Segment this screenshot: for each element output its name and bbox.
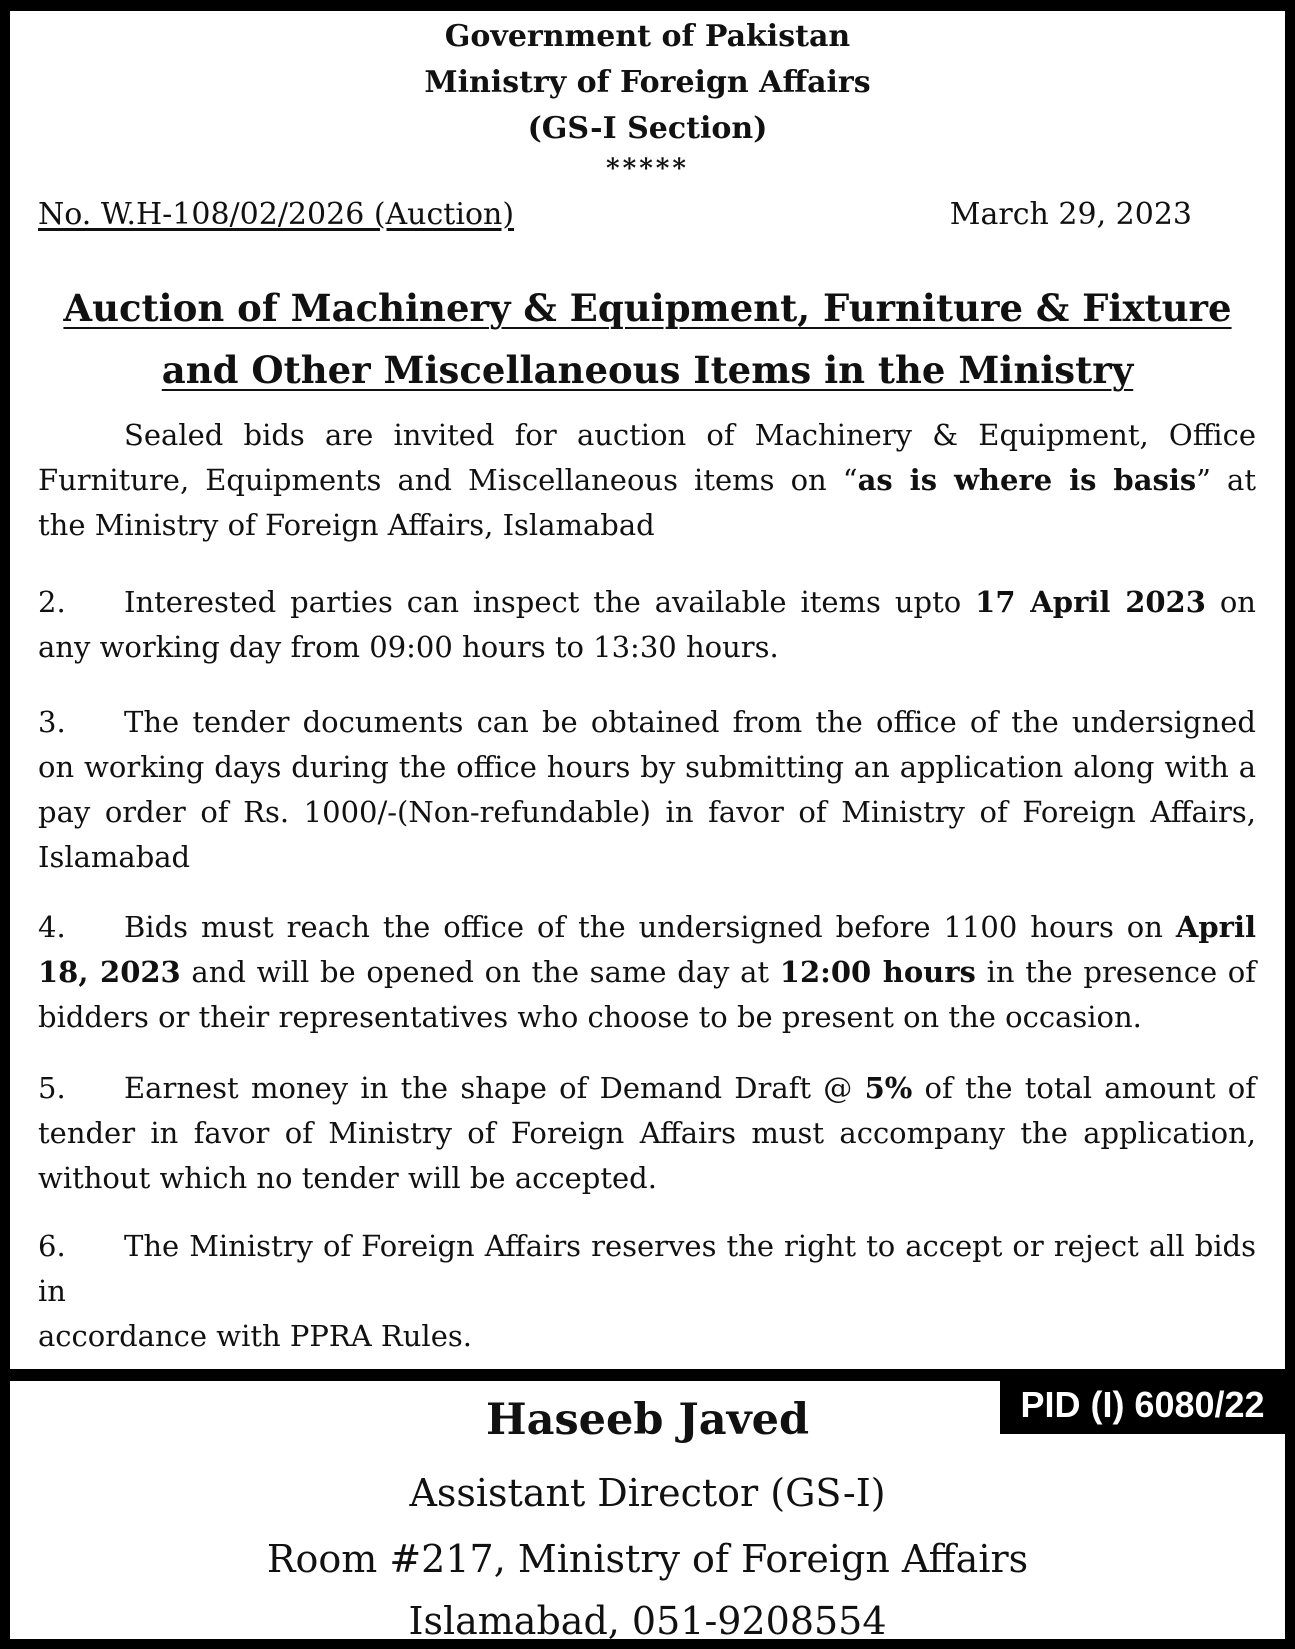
- header-government: Government of Pakistan: [444, 19, 851, 54]
- signatory-city-phone: Islamabad, 051-9208554: [408, 1599, 887, 1643]
- signatory-name: Haseeb Javed: [485, 1395, 810, 1445]
- paragraph-5: 5. Earnest money in the shape of Demand Draft @ 5% of the total amount of tender in favor of Ministry of Foreign Affairs must accompany the application, without which no tender will be accepted.: [38, 1071, 1257, 1195]
- notice-title-line2: and Other Miscellaneous Items in the Ministry: [161, 348, 1134, 392]
- notice-date: March 29, 2023: [949, 197, 1192, 232]
- paragraph-3: 3. The tender documents can be obtained from the office of the undersigned on working days during the office hours by submitting an application along with a pay order of Rs. 1000/-(Non-refundable) in favor of Ministry of Foreign Affairs, Islamabad: [38, 705, 1256, 874]
- header-section: (GS-I Section): [527, 111, 768, 146]
- pid-badge: PID (I) 6080/22: [1000, 1376, 1285, 1434]
- paragraph-2: 2. Interested parties can inspect the available items upto 17 April 2023 on any working day from 09:00 hours to 13:30 hours.: [38, 585, 1256, 664]
- notice-title-line1: Auction of Machinery & Equipment, Furniture & Fixture: [63, 286, 1232, 330]
- header-stars: *****: [606, 154, 689, 184]
- notice-body: [10, 11, 1285, 1369]
- signatory-address: Room #217, Ministry of Foreign Affairs: [266, 1537, 1029, 1581]
- reference-number: No. W.H-108/02/2026 (Auction): [38, 197, 515, 232]
- paragraph-4: 4. Bids must reach the office of the undersigned before 1100 hours on April 18, 2023 and will be opened on the same day at 12:00 hours in the presence of bidders or their representatives who choose to be present on the occasion.: [38, 910, 1256, 1034]
- header-ministry: Ministry of Foreign Affairs: [424, 65, 871, 100]
- paragraph-6: 6. The Ministry of Foreign Affairs reserves the right to accept or reject all bids in accordance with PPRA Rules.: [38, 1229, 1256, 1353]
- signatory-designation: Assistant Director (GS-I): [409, 1471, 886, 1515]
- paragraph-1: Sealed bids are invited for auction of Machinery & Equipment, Office Furniture, Equipments and Miscellaneous items on “as is where is basis” at the Ministry of Foreign Affairs, Islamabad: [38, 418, 1257, 542]
